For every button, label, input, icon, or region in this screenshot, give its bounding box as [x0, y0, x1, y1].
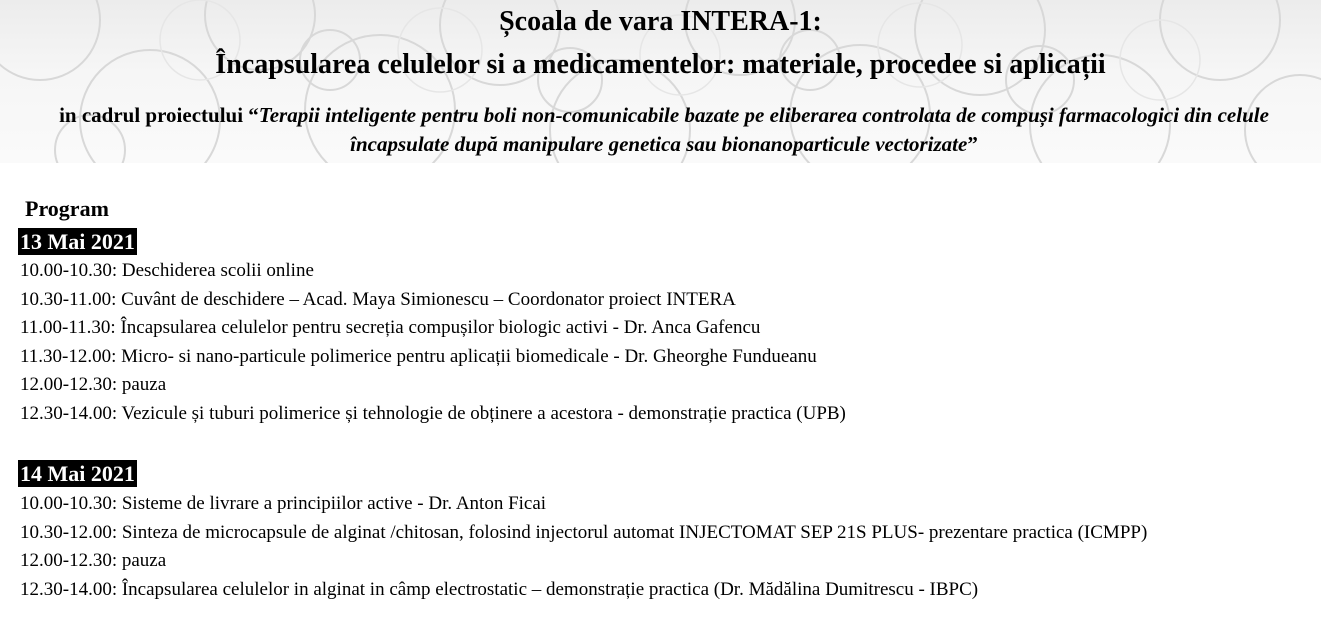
schedule-item: 12.00-12.30: pauza [20, 550, 167, 571]
schedule-item: 10.00-10.30: Deschiderea scolii online [20, 260, 314, 281]
page-title: Școala de vara INTERA-1: [499, 6, 822, 37]
day-2-date-badge: 14 Mai 2021 [20, 461, 135, 486]
schedule-item: 10.00-10.30: Sisteme de livrare a principiilor active - Dr. Anton Ficai [20, 493, 547, 514]
schedule-item: 10.30-11.00: Cuvânt de deschidere – Acad. Maya Simionescu – Coordonator proiect INTERA [20, 288, 736, 310]
schedule-item: 12.30-14.00: Încapsularea celulelor in alginat in câmp electrostatic – demonstrație practica (Dr. Mădălina Dumitrescu - IBPC) [20, 578, 979, 600]
page-subtitle: Încapsularea celulelor si a medicamentelor: materiale, procedee si aplicații [215, 49, 1106, 80]
program-heading: Program [25, 196, 109, 221]
schedule-item: 12.00-12.30: pauza [20, 374, 167, 395]
schedule-item: 10.30-12.00: Sinteza de microcapsule de alginat /chitosan, folosind injectorul automat INJECTOMAT SEP 21S PLUS- prezentare practica (ICMPP) [20, 521, 1148, 543]
project-name: Terapii inteligente pentru boli non-comunicabile bazate pe eliberarea controlata de compuși farmacologici din celule încapsulate după manipulare genetica sau bionanoparticule vectorizate [258, 103, 1269, 156]
project-prefix: in cadrul proiectului “ [59, 103, 259, 127]
schedule-item: 11.30-12.00: Micro- si nano-particule polimerice pentru aplicații biomedicale - Dr. Gheorghe Fundueanu [20, 345, 817, 367]
project-suffix: ” [967, 132, 978, 156]
header-banner [0, 0, 1321, 163]
schedule-item: 12.30-14.00: Vezicule și tuburi polimerice și tehnologie de obținere a acestora - demonstrație practica (UPB) [20, 402, 846, 424]
day-1-date-badge: 13 Mai 2021 [20, 229, 135, 254]
project-description [30, 101, 1298, 159]
day-2-schedule [20, 490, 1147, 604]
day-1-schedule [20, 257, 846, 428]
schedule-item: 11.00-11.30: Încapsularea celulelor pentru secreția compușilor biologic activi - Dr. Anca Gafencu [20, 317, 761, 338]
